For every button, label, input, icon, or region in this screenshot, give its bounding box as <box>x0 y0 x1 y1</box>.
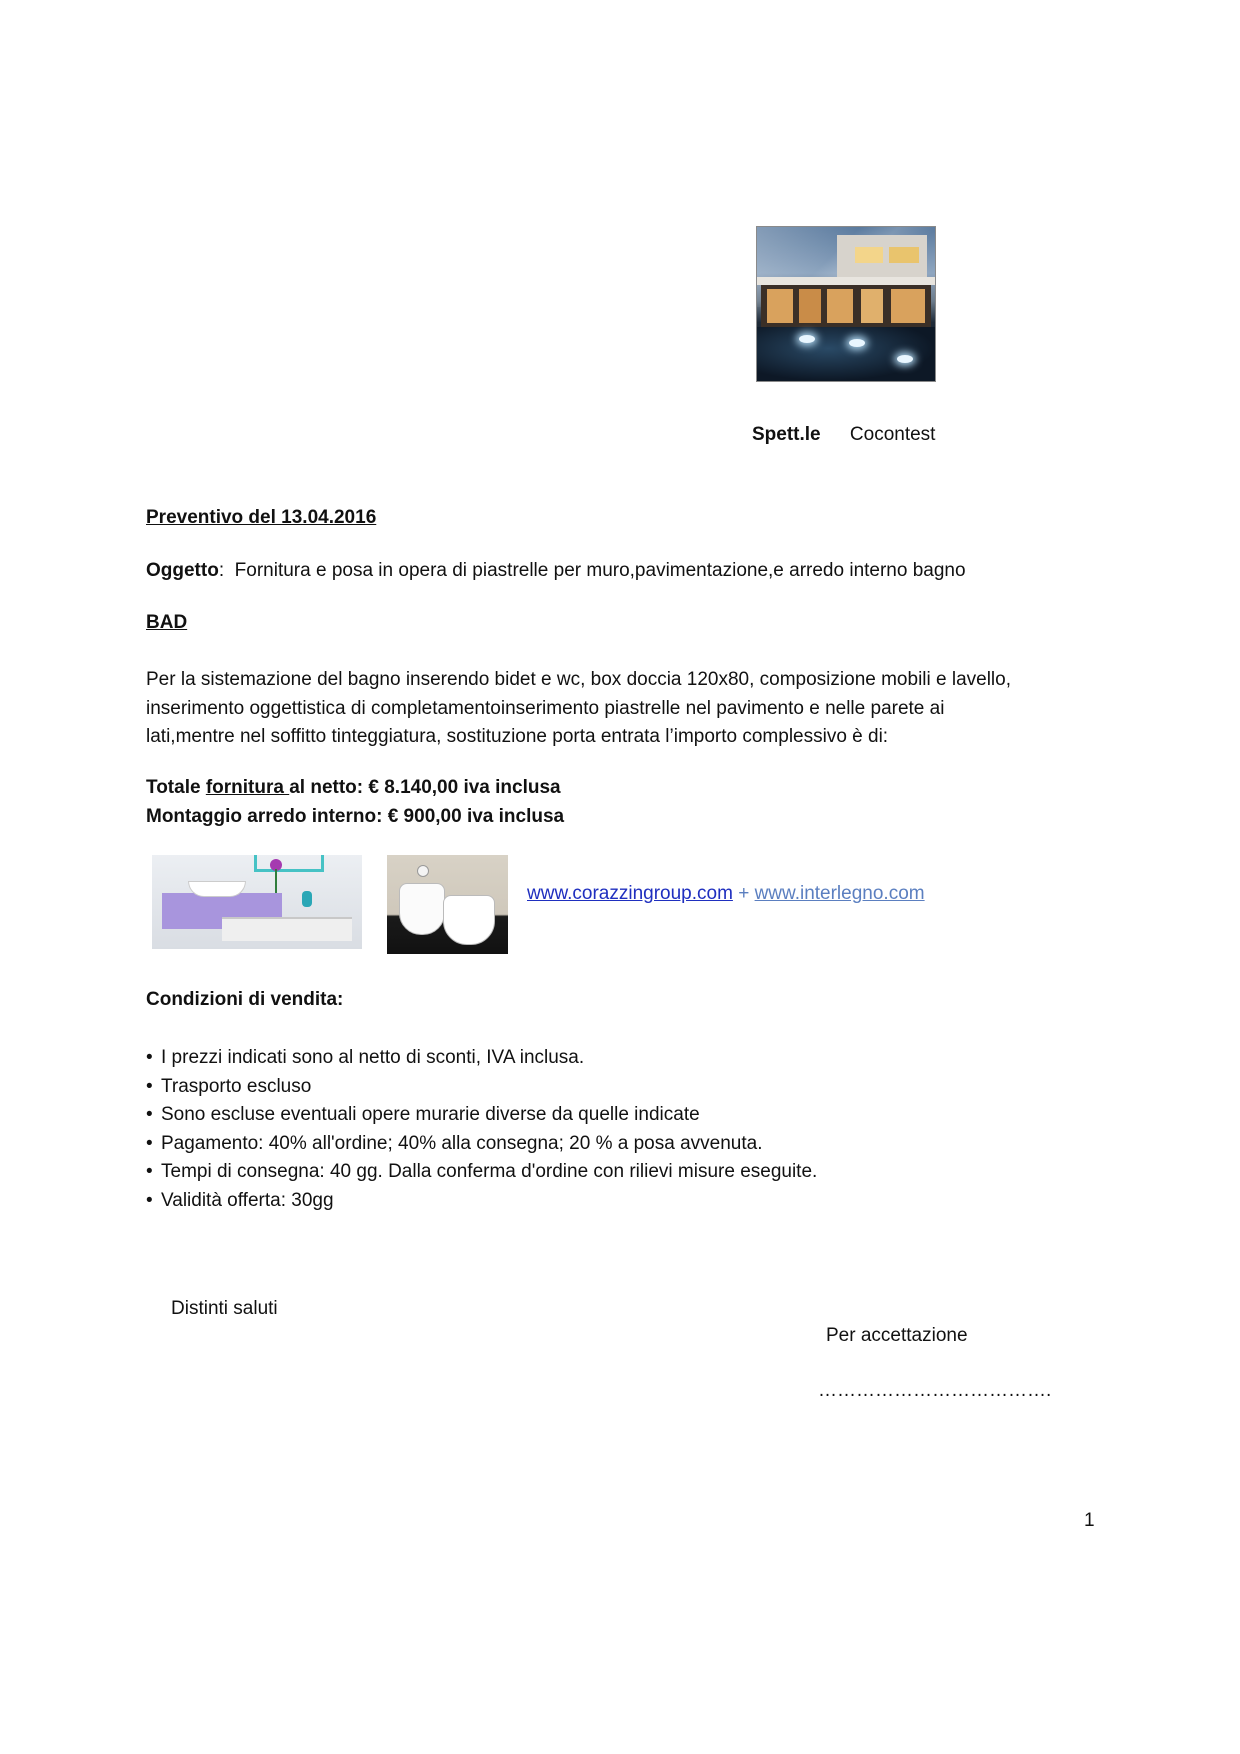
addressee <box>752 424 935 446</box>
page-number: 1 <box>1084 1510 1095 1531</box>
vanity-photo <box>152 855 362 949</box>
section-heading: BAD <box>146 612 188 633</box>
link-interlegno[interactable]: www.interlegno.com <box>754 883 925 904</box>
list-item <box>146 1044 817 1073</box>
bullet-icon: • <box>146 1047 153 1068</box>
bullet-icon: • <box>146 1104 153 1125</box>
body-line: Per la sistemazione del bagno inserendo bidet e wc, box doccia 120x80, composizione mobili e lavello, <box>146 669 1012 690</box>
totals-block <box>146 774 564 831</box>
subject-label: Oggetto <box>146 560 219 581</box>
total-prefix: Totale <box>146 777 206 798</box>
list-item <box>146 1101 817 1130</box>
body-line: lati,mentre nel soffitto tinteggiatura, sostituzione porta entrata l’importo complessivo è di: <box>146 726 889 747</box>
addressee-label: Spett.le <box>752 424 821 445</box>
list-item <box>146 1073 817 1102</box>
acceptance-label: Per accettazione <box>826 1325 968 1346</box>
bullet-icon: • <box>146 1161 153 1182</box>
condition-text: I prezzi indicati sono al netto di sconti, IVA inclusa. <box>161 1047 585 1068</box>
condition-text: Pagamento: 40% all'ordine; 40% alla consegna; 20 % a posa avvenuta. <box>161 1132 763 1154</box>
subject-text: Fornitura e posa in opera di piastrelle per muro,pavimentazione,e arredo interno bagno <box>234 560 966 581</box>
link-corazzingroup[interactable]: www.corazzingroup.com <box>527 883 733 904</box>
addressee-name: Cocontest <box>849 424 936 445</box>
condition-text: Trasporto escluso <box>161 1075 312 1097</box>
subject-line <box>146 560 966 582</box>
closing-greeting: Distinti saluti <box>171 1298 278 1319</box>
link-separator: + <box>732 883 755 904</box>
total-assembly-line: Montaggio arredo interno: € 900,00 iva inclusa <box>146 805 565 827</box>
subject-separator: : <box>218 560 225 581</box>
condition-text: Sono escluse eventuali opere murarie diverse da quelle indicate <box>161 1104 700 1125</box>
list-item <box>146 1187 817 1216</box>
condition-text: Tempi di consegna: 40 gg. Dalla conferma d'ordine con rilievi misure eseguite. <box>161 1161 818 1182</box>
body-line: inserimento oggettistica di completamentoinserimento piastrelle nel pavimento e nelle parete ai <box>146 697 945 719</box>
body-paragraph <box>146 666 1086 752</box>
condition-text: Validità offerta: 30gg <box>161 1189 334 1211</box>
bullet-icon: • <box>146 1075 153 1097</box>
total-supply-line <box>146 774 564 803</box>
bullet-icon: • <box>146 1132 153 1154</box>
sanitary-photo <box>387 855 508 954</box>
signature-line: ………………………………. <box>818 1380 1052 1401</box>
house-photo <box>756 226 936 382</box>
supplier-links <box>527 883 925 905</box>
list-item <box>146 1130 817 1159</box>
total-suffix: al netto: € 8.140,00 iva inclusa <box>289 777 561 798</box>
document-title: Preventivo del 13.04.2016 <box>146 507 377 528</box>
bullet-icon: • <box>146 1189 153 1211</box>
conditions-list <box>146 1044 817 1215</box>
total-underlined: fornitura <box>205 777 290 798</box>
list-item <box>146 1158 817 1187</box>
conditions-title: Condizioni di vendita: <box>146 989 344 1010</box>
